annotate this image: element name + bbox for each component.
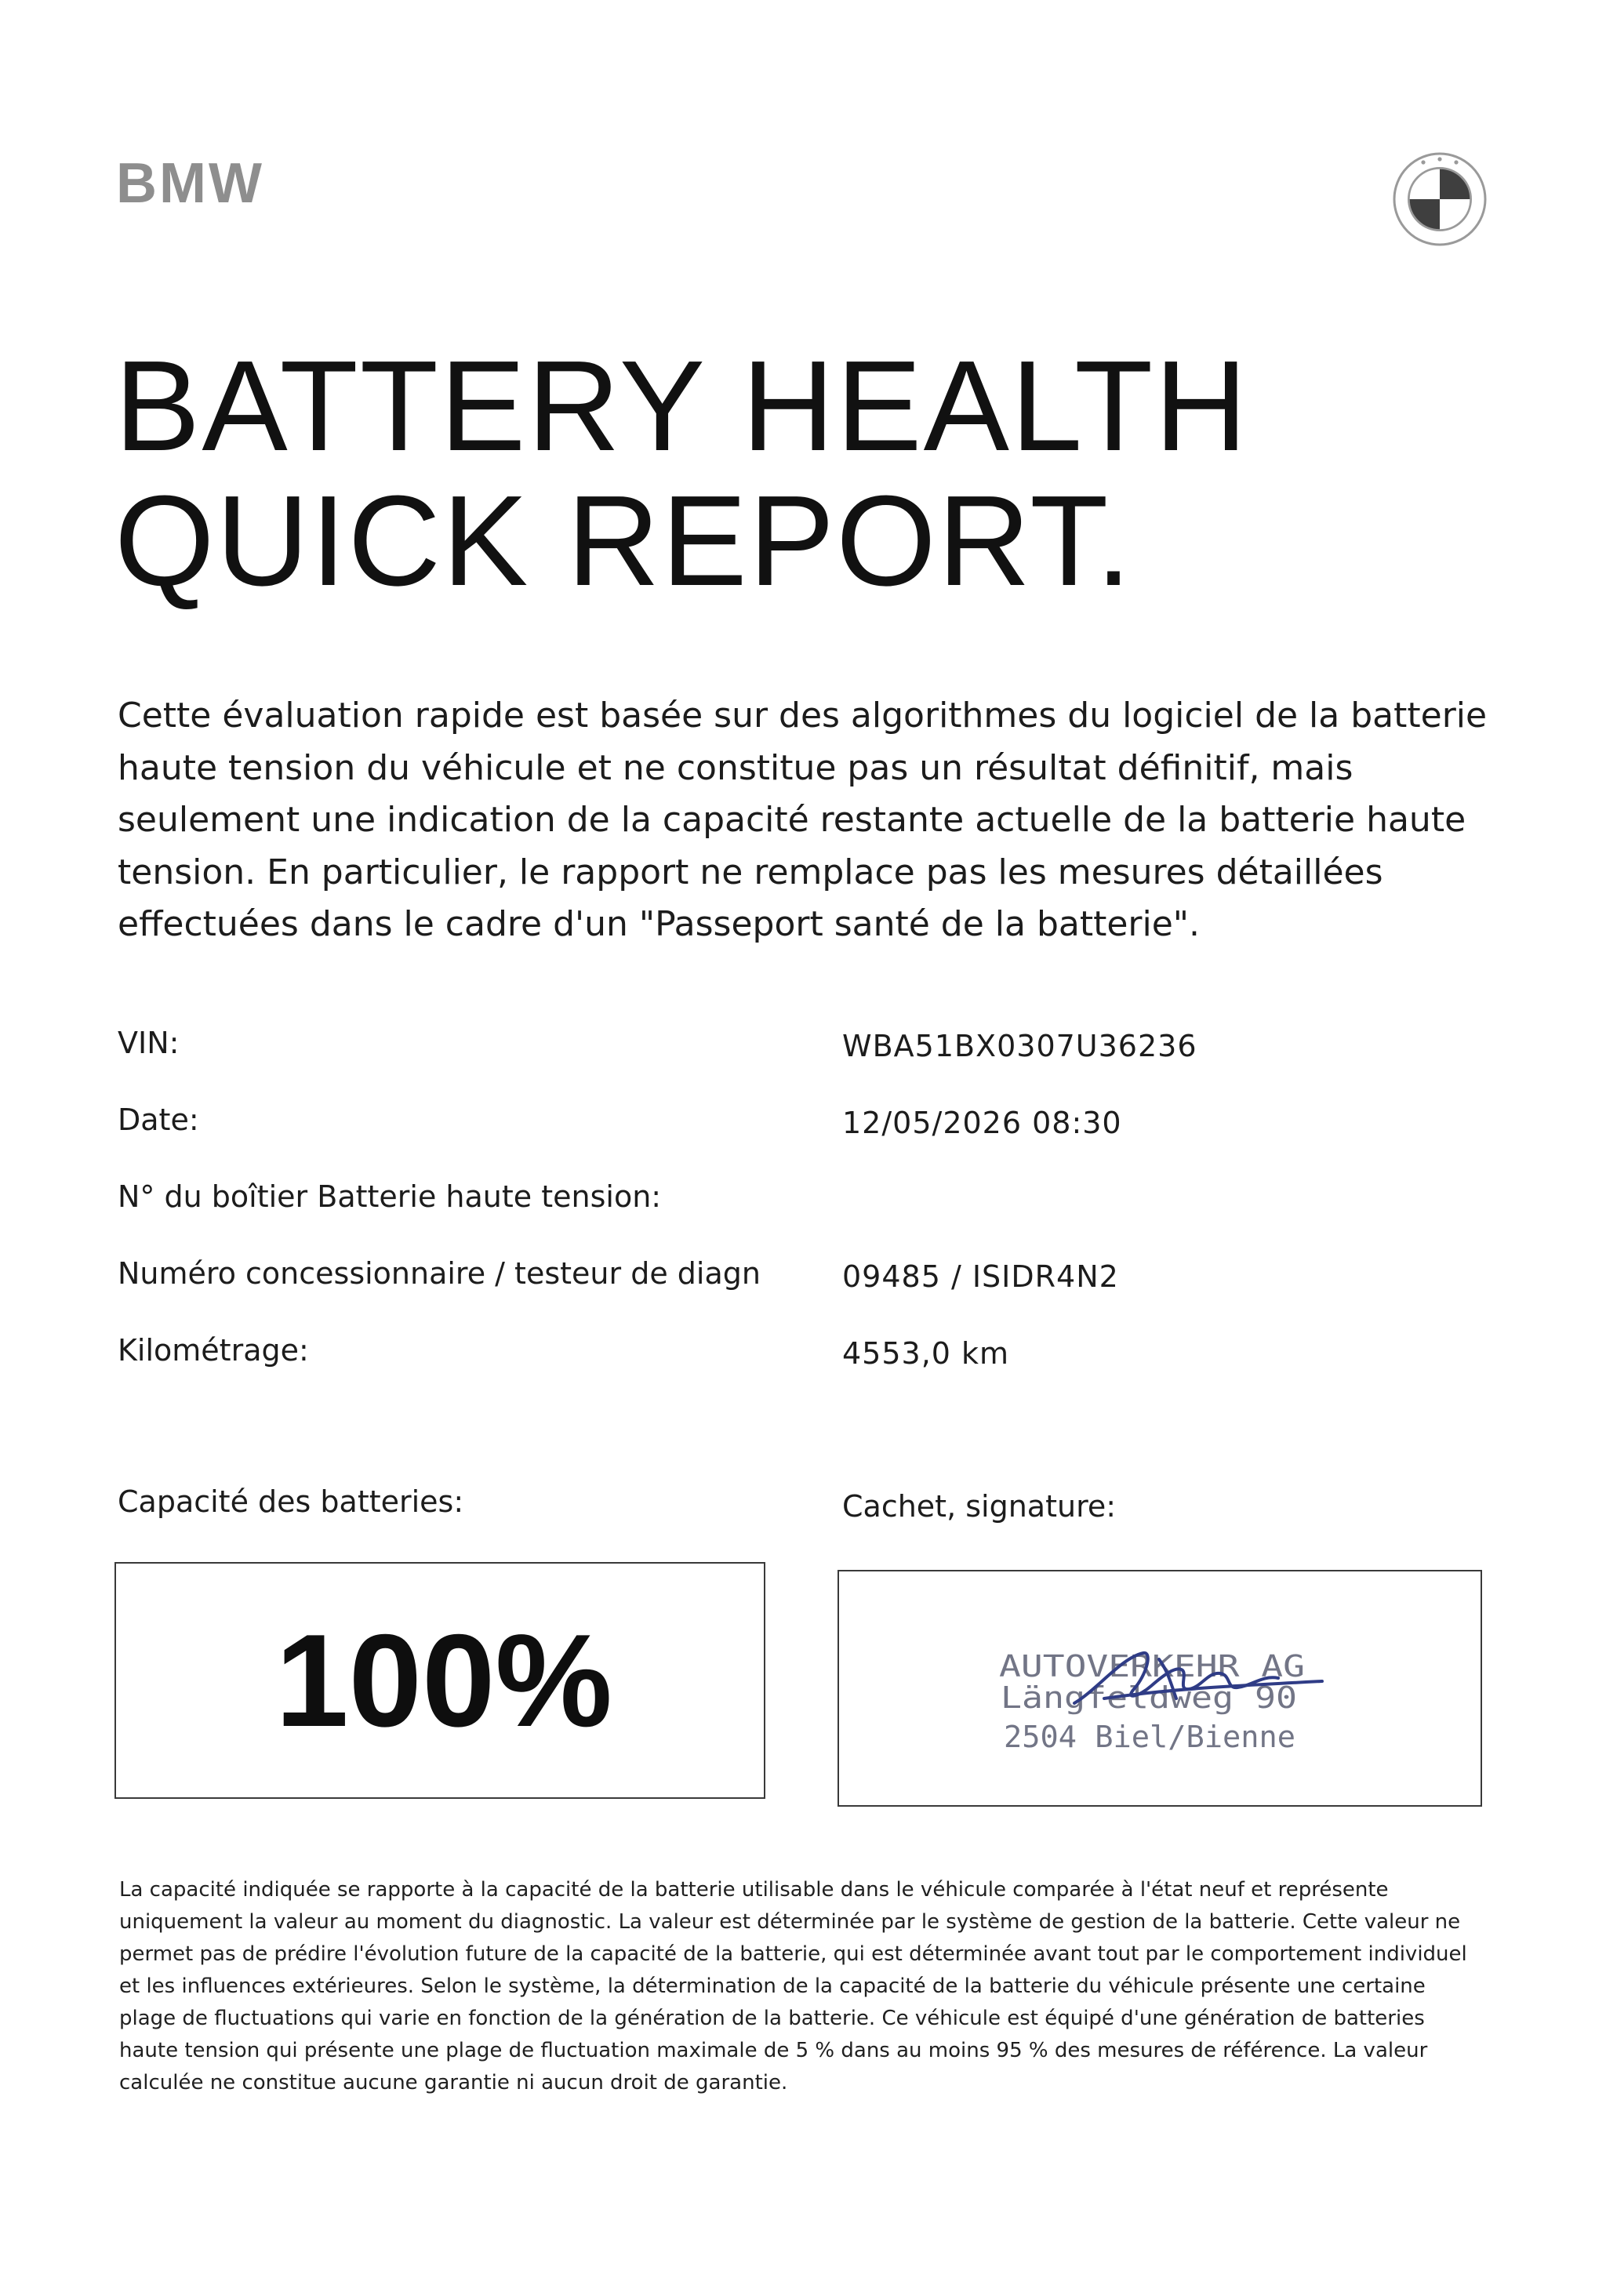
intro-paragraph: Cette évaluation rapide est basée sur des algorithmes du logiciel de la batterie haute tension du véhicule et ne constitue pas un résultat définitif, mais seulement une indication de la capacité restante actuelle de la batterie haute tension. En particulier, le rapport ne remplace pas les mesures détaillées effectuées dans le cadre d'un "Passeport santé de la batterie". bbox=[118, 696, 1488, 944]
capacity-box bbox=[114, 1562, 765, 1799]
dealer-row bbox=[118, 1254, 1490, 1331]
dealer-label: Numéro concessionnaire / testeur de diagn bbox=[118, 1256, 761, 1291]
stamp-label: Cachet, signature: bbox=[842, 1489, 1117, 1524]
date-value: 12/05/2026 08:30 bbox=[842, 1106, 1122, 1140]
intro-clip bbox=[110, 965, 1506, 988]
report-title bbox=[114, 334, 1249, 612]
battery-box-number-label: N° du boîtier Batterie haute tension: bbox=[118, 1179, 662, 1214]
capacity-value: 100% bbox=[275, 1606, 612, 1754]
disclaimer-footnote: La capacité indiquée se rapporte à la capacité de la batterie utilisable dans le véhicule comparée à l'état neuf et représente uniquement la valeur au moment du diagnostic. La valeur est déterminée par le système de gestion de la batterie. Cette valeur ne permet pas de prédire l'évolution future de la capacité de la batterie, qui est déterminée avant tout par le comportement individuel et les influences extérieures. Selon le système, la détermination de la capacité de la batterie du véhicule présente une certaine plage de fluctuations qui varie en fonction de la génération de la batterie. Ce véhicule est équipé d'une génération de batteries haute tension qui présente une plage de fluctuation maximale de 5 % dans au moins 95 % des mesures de référence. La valeur calculée ne constitue aucune garantie ni aucun droit de garantie. bbox=[119, 1878, 1467, 2094]
mileage-row bbox=[118, 1331, 1490, 1408]
stamp-line-2: Längfeldweg 90 bbox=[1001, 1680, 1297, 1715]
report-title-line-1: BATTERY HEALTH bbox=[114, 334, 1249, 478]
mileage-label: Kilométrage: bbox=[118, 1333, 309, 1368]
battery-box-number-row bbox=[118, 1177, 1490, 1254]
report-title-line-2: QUICK REPORT. bbox=[114, 469, 1133, 612]
stamp-signature-box bbox=[838, 1570, 1482, 1807]
date-row bbox=[118, 1100, 1490, 1177]
stamp-line-1: AUTOVERKEHR AG bbox=[999, 1649, 1305, 1684]
dealer-stamp bbox=[839, 1571, 1481, 1805]
vin-row bbox=[118, 1023, 1490, 1100]
vin-label: VIN: bbox=[118, 1026, 180, 1060]
bmw-roundel-icon bbox=[1392, 151, 1488, 247]
brand-wordmark: BMW bbox=[116, 152, 264, 215]
capacity-label: Capacité des batteries: bbox=[118, 1484, 464, 1519]
vehicle-info-table bbox=[118, 1023, 1490, 1408]
date-label: Date: bbox=[118, 1103, 199, 1137]
dealer-value: 09485 / ISIDR4N2 bbox=[842, 1259, 1119, 1294]
stamp-line-3: 2504 Biel/Bienne bbox=[1004, 1720, 1295, 1754]
vin-value: WBA51BX0307U36236 bbox=[842, 1029, 1197, 1063]
mileage-value: 4553,0 km bbox=[842, 1336, 1010, 1371]
